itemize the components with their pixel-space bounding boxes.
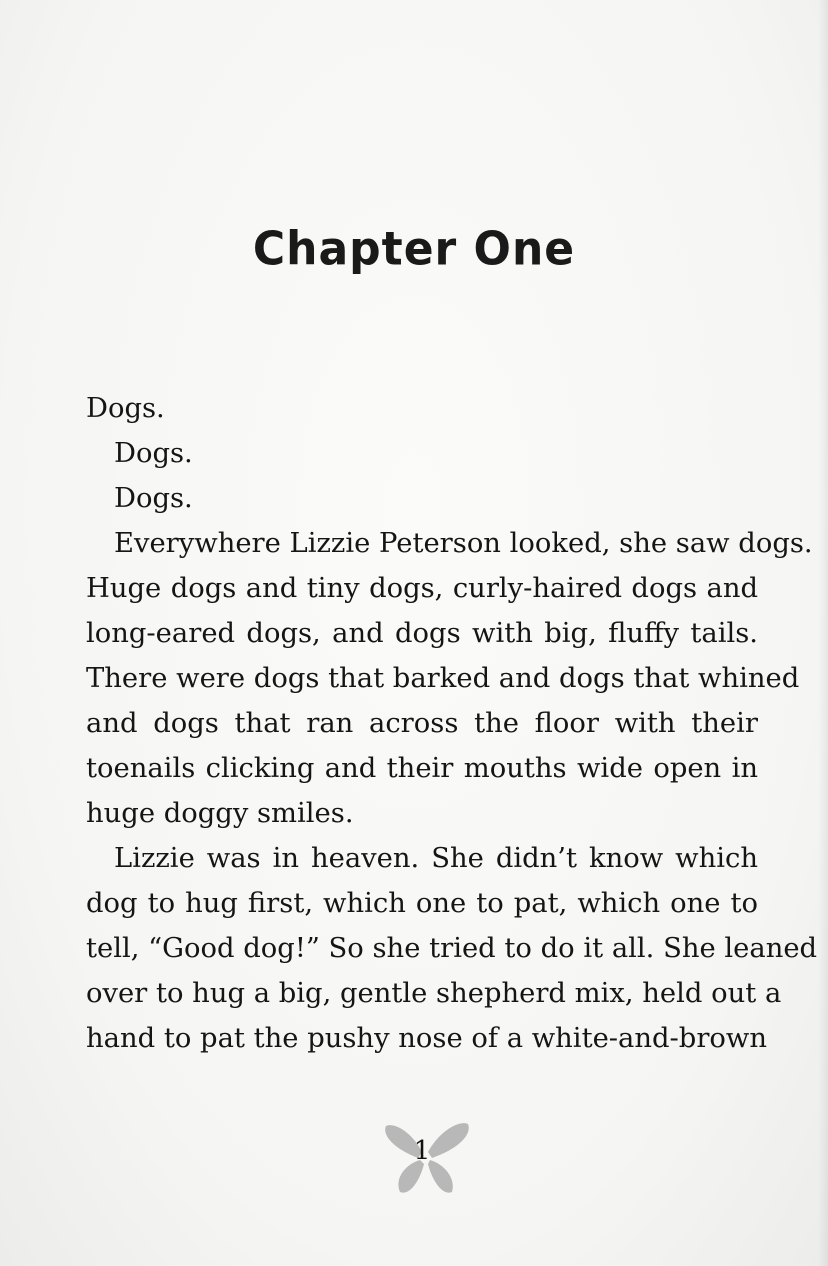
page-number-ornament (382, 1118, 474, 1202)
text-line: dog to hug first, which one to pat, which one to (86, 888, 758, 919)
page-number: 1 (413, 1136, 431, 1166)
text-line: Dogs. (86, 393, 165, 424)
text-line: Dogs. (114, 483, 193, 514)
body-text (86, 386, 818, 1061)
text-line: Huge dogs and tiny dogs, curly-haired dogs and (86, 573, 758, 604)
text-line: There were dogs that barked and dogs that whined (86, 663, 800, 694)
text-line: Lizzie was in heaven. She didn’t know which (114, 843, 758, 874)
text-line: Everywhere Lizzie Peterson looked, she saw dogs. (114, 528, 813, 559)
text-line: over to hug a big, gentle shepherd mix, held out a (86, 978, 782, 1009)
chapter-title: Chapter One (252, 222, 576, 277)
text-line: tell, “Good dog!” So she tried to do it all. She leaned (86, 933, 818, 964)
text-line: and dogs that ran across the floor with their (86, 708, 758, 739)
text-line: toenails clicking and their mouths wide open in (86, 753, 758, 784)
text-line: Dogs. (114, 438, 193, 469)
text-line: long-eared dogs, and dogs with big, fluffy tails. (86, 618, 758, 649)
text-line: hand to pat the pushy nose of a white-and-brown (86, 1023, 768, 1054)
page-edge-shadow (818, 0, 828, 1266)
text-line: huge doggy smiles. (86, 798, 354, 829)
